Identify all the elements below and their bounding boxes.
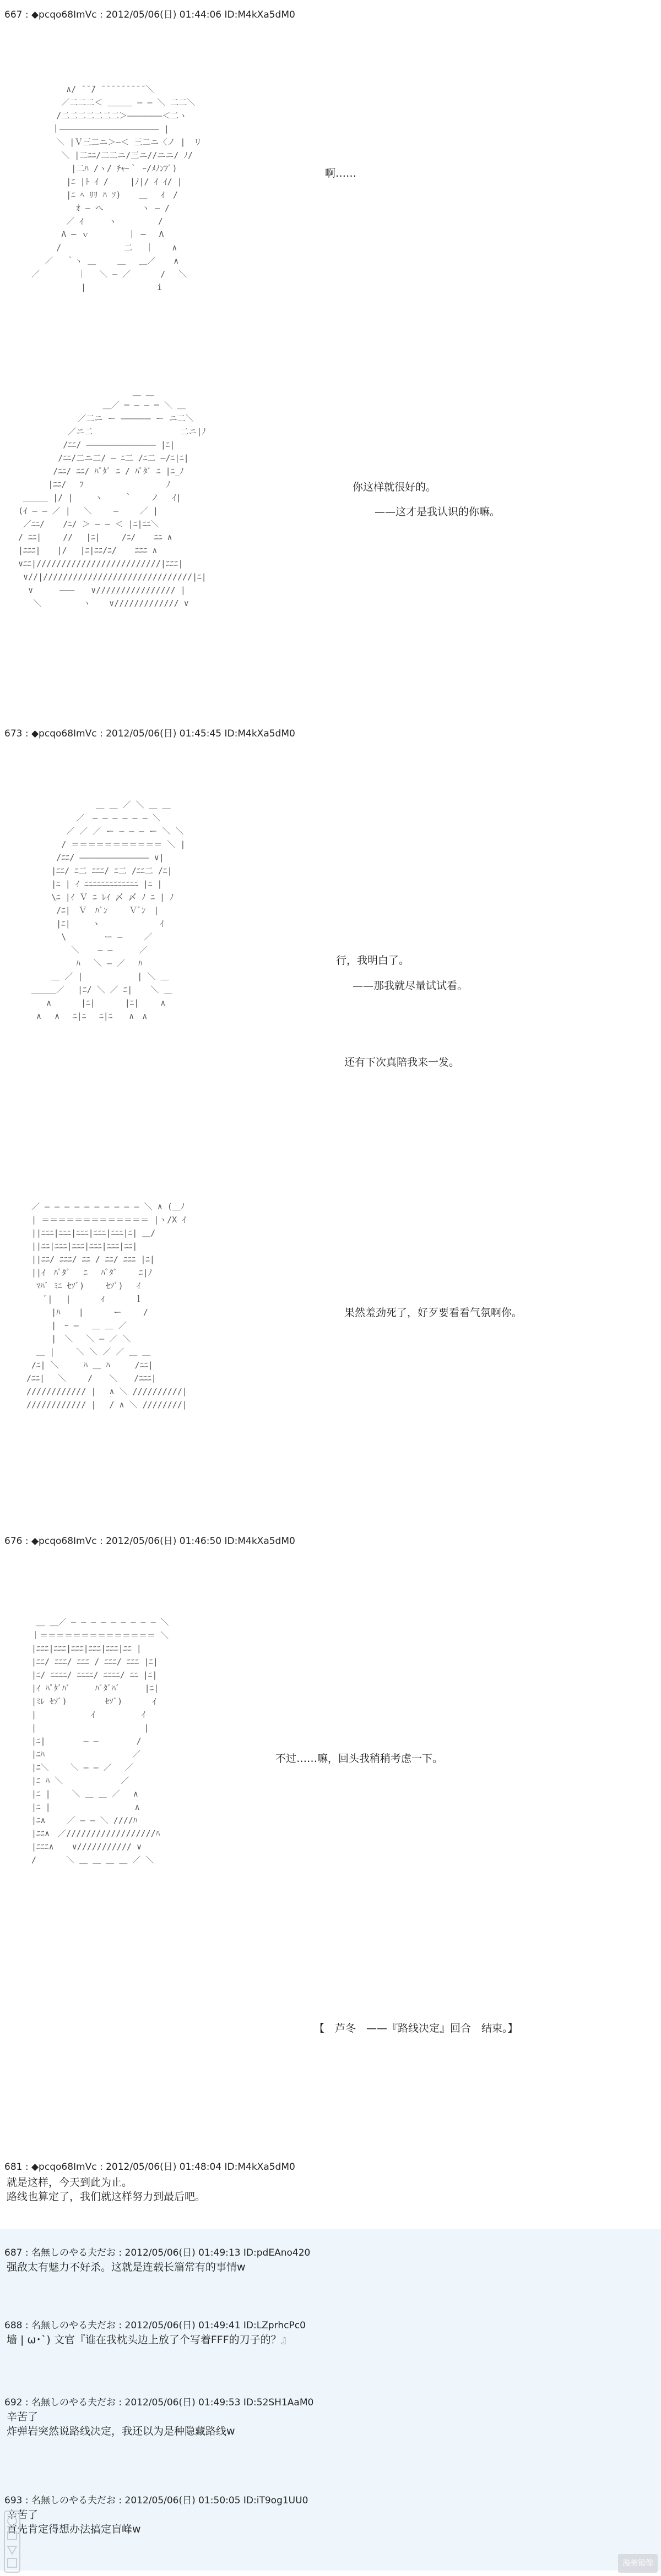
ascii-art-character: ＿ ＿／ ― ― ― ― ― ― ― ― ― ＼ ｜＝＝＝＝＝＝＝＝＝＝＝＝＝＝ ＼ |ﾆﾆﾆ|ﾆﾆﾆ|ﾆﾆﾆ|ﾆﾆﾆ|ﾆﾆﾆ|ﾆﾆ | |ﾆﾆ/ ﾆﾆﾆ/ ﾆﾆﾆ / ﾆﾆﾆ/ ﾆﾆﾆ |ﾆ| |ﾆ/ ﾆﾆﾆﾆ/ ﾆﾆﾆﾆ/ ﾆﾆﾆﾆ/ ﾆﾆ |ﾆ| |ｲ ﾊﾟﾀﾞﾊﾞ ﾊﾟﾀﾞﾊﾞ |ﾆ| |ﾐﾚ ｾｿﾞ) ｾｿﾞ) ｲ | ｲ ｲ | | |ﾆ| ― ― / |ﾆﾊ ／ |ﾆ＼ ＼ ― ― ／ ／ |ﾆ ﾊ ＼ ／ |ﾆ | ＼ ＿ ＿ ／ ∧ |ﾆ | ∧ |ﾆ∧ ／ ― ― ＼ ////ﾊ |ﾆﾆ∧ ／//////////////////ﾊ |ﾆﾆﾆ∧ ∨/////////// ∨ / ＼ ＿ ＿ ＿ ＿ ／ ＼ <box>31 1617 169 1865</box>
comment-body-line: 炸弹岩突然说路线决定，我还以为是种隐藏路线w <box>7 2425 235 2437</box>
dialogue-line: 啊…… <box>325 167 357 179</box>
dialogue-line: 不过……嘛，回头我稍稍考虑一下。 <box>275 1753 443 1765</box>
comment-header: 687 : 名無しのやる夫だお : 2012/05/06(日) 01:49:13 ID:pdEAno420 <box>4 2247 311 2258</box>
dialogue-line: 果然羞劲死了，好歹要看看气氛啊你。 <box>344 1307 523 1319</box>
ascii-art-character: ＿ ＿ ／ ＼ ＿ ＿ ／ ― ― ― ― ― ― ＼ ／ ／ ／ ー ― ― ― ー ＼ ＼ / ＝＝＝＝＝＝＝＝＝＝＝ ＼ | /ﾆﾆ/ ―――――――――――――― ∨| |ﾆﾆ/ ﾆ二 ﾆﾆﾆ/ ﾆ二 /ﾆﾆ二 /ﾆ| |ﾆ | ｲ ﾆﾆﾆﾆﾆﾆﾆﾆﾆﾆﾆﾆﾆ |ﾆ | \ﾆ |ｲ Ｖ ﾆ ﾚｲ 〆 〆 ﾉ ﾆ | ﾉ /ﾆ| Ｖ ﾊﾞﾝ Ｖﾞﾝ | |ﾆ| ヽ ｲ \ ー ― ／ ＼ ― ― ／ ﾊ ＼ ― ／ ﾊ ＿ ／ | | ＼ ＿ ＿＿＿／ |ﾆ/ ＼ ／ ﾆ| ＼ ＿ ∧ |ﾆ| |ﾆ| ∧ ∧ ∧ ﾆ|ﾆ ﾆ|ﾆ ∧ ∧ <box>31 800 186 1021</box>
comment-header: 688 : 名無しのやる夫だお : 2012/05/06(日) 01:49:41 ID:LZprhcPc0 <box>4 2320 306 2331</box>
comment-header: 692 : 名無しのやる夫だお : 2012/05/06(日) 01:49:53 ID:52SH1AaM0 <box>4 2397 314 2408</box>
post-header: 676 : ◆pcqo68ImVc : 2012/05/06(日) 01:46:50 ID:M4kXa5dM0 <box>4 1536 295 1547</box>
footer-site-badge: 漫美镜像 <box>618 2554 658 2573</box>
ascii-art-character: ／ ― ― ― ― ― ― ― ― ― ― ＼ ∧ (＿ﾉ | ＝＝＝＝＝＝＝＝＝＝＝＝＝ |ヽ/X ｲ ||ﾆﾆﾆ|ﾆﾆﾆ|ﾆﾆﾆ|ﾆﾆﾆ|ﾆﾆﾆ|ﾆ| ＿/ ||ﾆﾆ|ﾆﾆﾆ|ﾆﾆﾆ|ﾆﾆﾆ|ﾆﾆﾆ|ﾆﾆ| ||ﾆﾆ/ ﾆﾆﾆ/ ﾆﾆ / ﾆﾆ/ ﾆﾆﾆ |ﾆ| ||ｲ ﾊﾟﾀﾞ ﾆ ﾊﾟﾀﾞ ﾆ|ﾉ ﾏﾊﾞ ﾐﾆ ｾｿﾞ) ｾｿﾞ) ｲ ﾞ| | ｲ ｌ |ﾊ | ー / | ｰ ― ＿ ＿ ／ | ＼ ＼ ― ／ ＼ ＿ | ＼ ＼ ／ ／ ＿ ＿ /ﾆ| ＼ ﾊ ＿ ﾊ /ﾆﾆ| /ﾆﾆ| ＼ / ＼ /ﾆﾆﾆ| //////////// | ∧ ＼ //////////| //////////// | / ∧ ＼ ////////| <box>26 1202 187 1410</box>
dialogue-line: 你这样就很好的。 <box>353 481 437 493</box>
comment-body-line: 首先肯定得想办法搞定盲峰w <box>7 2523 141 2535</box>
dialogue-line: 行，我明白了。 <box>336 954 410 967</box>
ascii-art-character: ∧/ ̄ ̄ ̄/ ̄ ̄ ̄ ̄ ̄ ̄ ̄ ̄ ̄ ＼ ／二二二＜ ＿＿＿ ― ― ＼ 二二＼ /二二二二二二二＞―――――――＜二ヽ ｜―――――――――――――――――――― | ＼ |Ｖ三二ニ＞―＜ 三二ニ〈ノ | リ ＼ |二ﾆﾆ/二二ニ/三ニ//ニニ/ ﾉ/ |二ﾊ /ヽ/ ﾁｬｰ｀ ｰ/ﾒﾉﾝﾌﾞ) |ﾆ |ﾄ ｲ / |ﾉ|/ ｲ ｲ/ | |ﾆ ﾍ ﾘﾘ ﾊ ｿ) ＿ ｲ / ｵ ― へ ヽ ― / ／ ｲ ヽ / Λ ─ ｖ ｜ ─ Λ / 二 ｜ ∧ ／ ｀ヽ ＿ ＿ ＿／ ∧ ／ ｜ ＼ ― ／ / ＼ | i <box>31 84 202 292</box>
ascii-art-character: ＿ ＿ ＿／ ─ ― ― ─ ＼ ＿ ／二ニ ー ―――――― ー ニ二＼ ／ニ二 二ニ|ﾉ /ﾆﾆ/ ―――――――――――――― |ﾆ| /ﾆﾆ/二ニ二/ ― ﾆ二 /ﾆ二 ―/ﾆ|ﾆ| /ﾆﾆ/ ﾆﾆ/ ﾊﾟﾀﾞ ﾆ / ﾊﾟﾀﾞ ﾆ |ﾆ_ﾉ |ﾆﾆ/ ﾌ ﾉ ＿＿＿ |/ | ヽ ｀ ノ ｲ| (ｲ ― ― ／ | ＼ ― ／ | ／ﾆﾆ/ /ﾆ/ ＞ ― ― ＜ |ﾆ|ﾆﾆ＼ / ﾆﾆ| // |ﾆ| /ﾆ/ ﾆﾆ ∧ |ﾆﾆﾆ| |/ |ﾆ|ﾆﾆ/ﾆ/ ﾆﾆﾆ ∧ ∨ﾆﾆ|/////////////////////////|ﾆﾆﾆ| ∨//|//////////////////////////////|ﾆ| ∨ ――― ∨//////////////// | ＼ ヽ ∨///////////// ∨ <box>18 387 207 608</box>
comment-header: 693 : 名無しのやる夫だお : 2012/05/06(日) 01:50:05 ID:iT9og1UU0 <box>4 2495 308 2506</box>
comment-body-line: 墙 | ω･`) 文官『谁在我枕头边上放了个写着FFF的刀子的？』 <box>7 2334 292 2346</box>
post-header: 673 : ◆pcqo68ImVc : 2012/05/06(日) 01:45:45 ID:M4kXa5dM0 <box>4 728 295 739</box>
post-header: 681 : ◆pcqo68ImVc : 2012/05/06(日) 01:48:04 ID:M4kXa5dM0 <box>4 2162 295 2173</box>
comment-body-line: 强敌太有魅力不好杀。这就是连载长篇常有的事情w <box>7 2261 246 2273</box>
dialogue-line: ——这才是我认识的你嘛。 <box>375 506 501 518</box>
comment-body-line: 辛苦了 <box>7 2509 39 2521</box>
post-body-line: 路线也算定了，我们就这样努力到最后吧。 <box>7 2191 206 2203</box>
dialogue-line: ——那我就尽量试试看。 <box>353 980 468 992</box>
chapter-end-notice: 【 芦冬 ——『路线决定』回合 结束。】 <box>314 2022 518 2034</box>
comment-body-line: 辛苦了 <box>7 2411 39 2423</box>
post-header: 667 : ◆pcqo68ImVc : 2012/05/06(日) 01:44:06 ID:M4kXa5dM0 <box>4 9 295 20</box>
site-watermark-logo <box>3 2510 21 2573</box>
dialogue-line: 还有下次真陪我来一发。 <box>344 1056 460 1068</box>
post-body-line: 就是这样，今天到此为止。 <box>7 2176 133 2188</box>
